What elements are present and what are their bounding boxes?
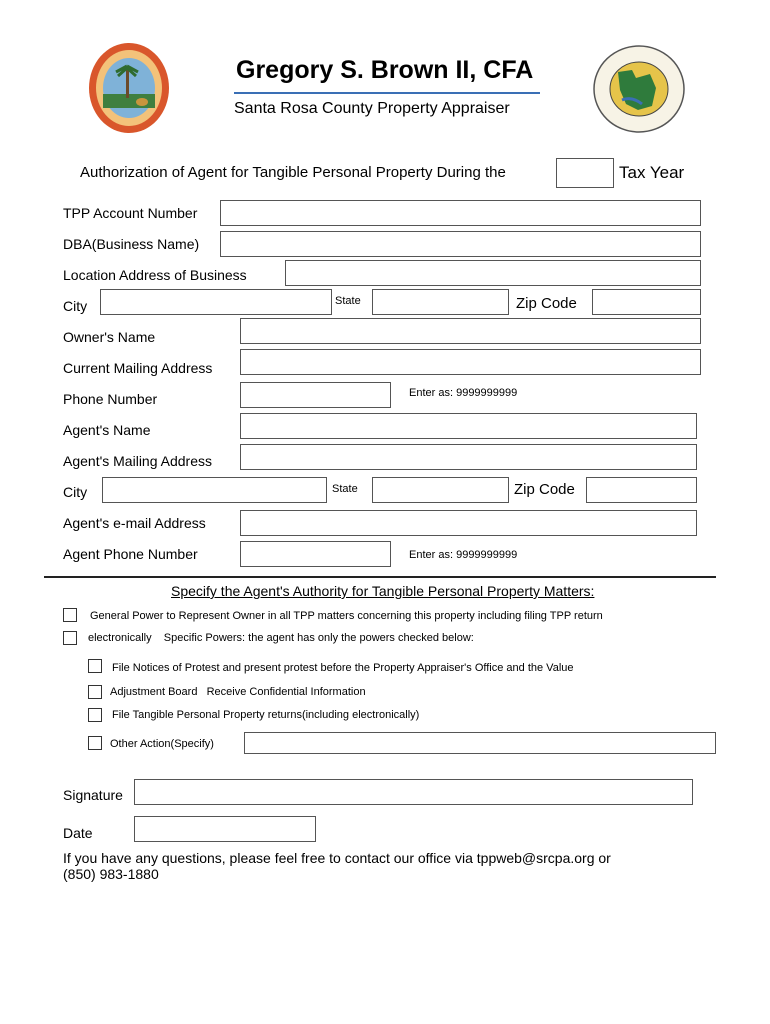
phone-label: Phone Number	[63, 391, 158, 407]
tpp-account-input[interactable]	[220, 200, 701, 226]
date-label: Date	[63, 825, 93, 841]
signature-input[interactable]	[134, 779, 693, 805]
agent-email-label: Agent's e-mail Address	[63, 515, 206, 531]
agent-state-label: State	[332, 483, 358, 495]
other-action-input[interactable]	[244, 732, 716, 754]
tax-year-label: Tax Year	[619, 163, 685, 182]
city-label: City	[63, 298, 88, 314]
authority-heading: Specify the Agent's Authority for Tangible Personal Property Matters:	[171, 583, 595, 599]
agent-name-label: Agent's Name	[63, 422, 151, 438]
city-input[interactable]	[100, 289, 332, 315]
agent-zip-label: Zip Code	[514, 481, 575, 498]
agent-zip-input[interactable]	[586, 477, 697, 503]
state-input[interactable]	[372, 289, 509, 315]
file-protest-text: File Notices of Protest and present protest before the Property Appraiser's Office and the Value	[112, 662, 574, 674]
florida-seal-logo	[88, 42, 170, 134]
phone-format-hint: Enter as: 9999999999	[409, 387, 518, 399]
agent-mailing-input[interactable]	[240, 444, 697, 470]
santa-rosa-county-seal-logo	[592, 44, 686, 134]
state-label: State	[335, 295, 361, 307]
file-returns-checkbox[interactable]	[88, 708, 102, 722]
contact-info-line-2: (850) 983-1880	[63, 866, 159, 882]
dba-label: DBA(Business Name)	[63, 236, 200, 252]
appraiser-office-subtitle: Santa Rosa County Property Appraiser	[234, 100, 510, 117]
agent-city-input[interactable]	[102, 477, 327, 503]
contact-info-line-1: If you have any questions, please feel free to contact our office via tppweb@srcpa.org or	[63, 850, 611, 866]
agent-phone-format-hint: Enter as: 9999999999	[409, 549, 518, 561]
confidential-info-checkbox[interactable]	[88, 685, 102, 699]
owner-name-label: Owner's Name	[63, 329, 156, 345]
general-power-checkbox[interactable]	[63, 608, 77, 622]
general-power-text: General Power to Represent Owner in all TPP matters concerning this property including filing TPP return	[90, 610, 603, 622]
file-protest-checkbox[interactable]	[88, 659, 102, 673]
zip-input[interactable]	[592, 289, 701, 315]
zip-label: Zip Code	[516, 295, 577, 312]
confidential-info-text: Adjustment Board Receive Confidential Information	[110, 686, 366, 698]
agent-email-input[interactable]	[240, 510, 697, 536]
phone-input[interactable]	[240, 382, 391, 408]
form-heading: Authorization of Agent for Tangible Personal Property During the	[80, 164, 506, 181]
tax-year-input[interactable]	[556, 158, 614, 188]
agent-mailing-label: Agent's Mailing Address	[63, 453, 212, 469]
owner-name-input[interactable]	[240, 318, 701, 344]
other-action-checkbox[interactable]	[88, 736, 102, 750]
agent-phone-input[interactable]	[240, 541, 391, 567]
agent-phone-label: Agent Phone Number	[63, 546, 198, 562]
appraiser-name-title: Gregory S. Brown II, CFA	[236, 56, 534, 84]
date-input[interactable]	[134, 816, 316, 842]
title-underline	[234, 92, 540, 94]
specific-powers-text: electronically Specific Powers: the agent has only the powers checked below:	[88, 632, 474, 644]
current-mailing-label: Current Mailing Address	[63, 360, 213, 376]
file-returns-text: File Tangible Personal Property returns(including electronically)	[112, 709, 420, 721]
dba-input[interactable]	[220, 231, 701, 257]
location-address-label: Location Address of Business	[63, 267, 247, 283]
signature-label: Signature	[63, 787, 123, 803]
agent-name-input[interactable]	[240, 413, 697, 439]
section-divider	[44, 576, 716, 578]
location-address-input[interactable]	[285, 260, 701, 286]
agent-state-input[interactable]	[372, 477, 509, 503]
agent-city-label: City	[63, 484, 88, 500]
tpp-account-label: TPP Account Number	[63, 205, 198, 221]
other-action-text: Other Action(Specify)	[110, 738, 214, 750]
specific-powers-checkbox[interactable]	[63, 631, 77, 645]
current-mailing-input[interactable]	[240, 349, 701, 375]
